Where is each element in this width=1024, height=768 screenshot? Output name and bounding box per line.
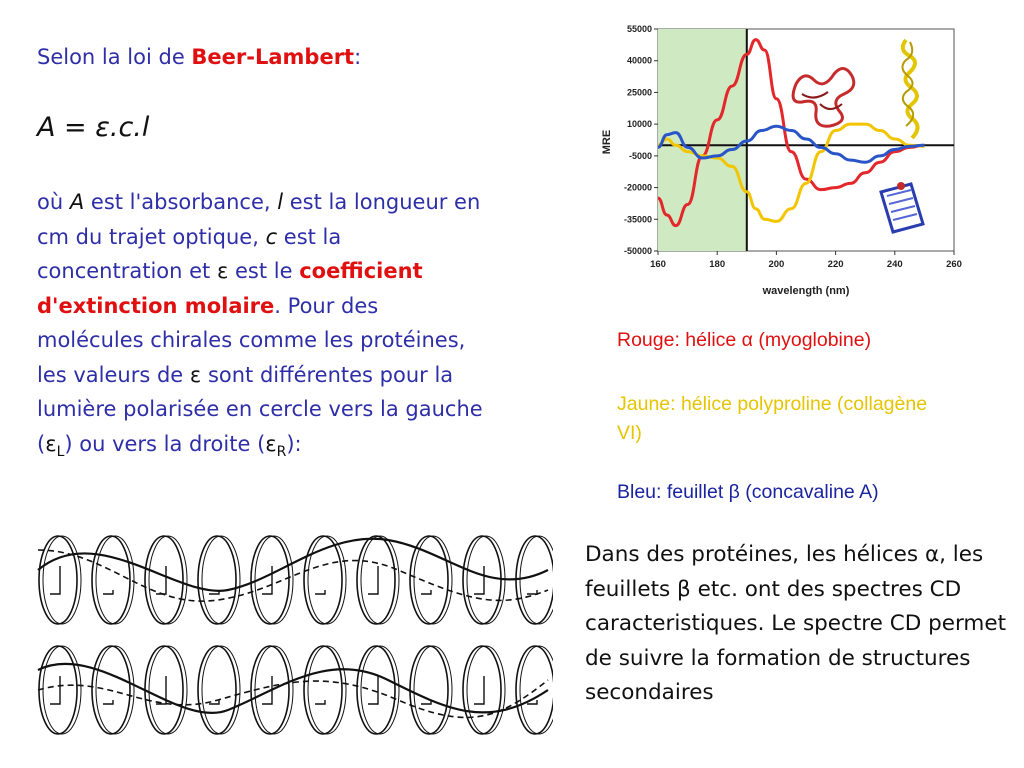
x-tick-label: 260: [946, 259, 962, 270]
polarizer-disc: [357, 646, 395, 734]
summary-text: etc. ont des spectres CD caracteristiques. Le spectre CD permet de suivre la formation de structures secondaires: [585, 576, 1007, 705]
para-text: où: [37, 190, 70, 214]
subscript-l: L: [56, 443, 65, 460]
polarizer-disc: [463, 646, 501, 734]
polarizer-disc: [357, 536, 395, 624]
caption-yellow-polyproline: Jaune: hélice polyproline (collagène VI): [617, 393, 928, 444]
y-tick-label: -35000: [623, 214, 652, 225]
polarizer-disc: [145, 646, 183, 734]
coefficient-term: coefficient d'extinction molaire: [37, 259, 423, 318]
polarization-discs: [39, 536, 553, 734]
summary-paragraph: [585, 538, 1015, 711]
x-tick-label: 160: [650, 259, 666, 270]
y-tick-label: 10000: [626, 119, 652, 130]
polarizer-disc: [92, 536, 130, 624]
para-text: ):: [286, 431, 302, 456]
para-text: est la longueur en cm du trajet optique,: [37, 190, 481, 249]
polarizer-disc: [463, 536, 501, 624]
para-text: sont différentes pour la lumière polarisée en cercle vers la gauche (: [37, 362, 483, 456]
polarizer-disc: [516, 536, 553, 624]
cd-spectrum-chart: [596, 22, 971, 304]
x-tick-label: 180: [709, 259, 726, 270]
epsilon-r: ε: [265, 431, 277, 456]
circular-polarization-diagram: [28, 530, 553, 740]
formula-epsilon: ε: [95, 112, 110, 143]
para-text: est le: [228, 259, 300, 283]
intro-line: [37, 45, 361, 69]
x-tick-label: 240: [886, 259, 903, 270]
y-tick-label: 40000: [626, 55, 652, 66]
var-a: A: [69, 190, 85, 214]
polarizer-disc: [304, 646, 342, 734]
x-tick-label: 200: [768, 259, 785, 270]
beer-lambert-formula: [37, 112, 149, 143]
var-l: l: [277, 190, 284, 214]
y-tick-label: -20000: [623, 182, 652, 193]
y-tick-label: 25000: [626, 87, 652, 98]
formula-rest: .c.l: [109, 112, 150, 143]
epsilon-symbol: ε: [216, 259, 229, 283]
epsilon-symbol: ε: [189, 362, 202, 387]
x-tick-label: 220: [827, 259, 844, 270]
subscript-r: R: [276, 443, 287, 460]
x-axis-label: wavelength (nm): [762, 285, 850, 297]
para-text: ) ou vers la droite (: [64, 431, 266, 456]
caption-red-alpha-helix: Rouge: hélice α (myoglobine): [617, 329, 872, 351]
caption-blue-beta-sheet: Bleu: feuillet β (concavaline A): [617, 481, 879, 503]
intro-suffix: :: [354, 45, 362, 69]
summary-text: Dans des protéines, les hélices: [585, 542, 925, 567]
y-axis-label: MRE: [601, 129, 613, 155]
polarizer-disc: [198, 536, 236, 624]
summary-text: , les feuillets: [585, 542, 984, 602]
alpha-symbol: α: [924, 542, 940, 567]
polarizer-disc: [198, 646, 236, 734]
polarizer-disc: [410, 536, 448, 624]
beer-lambert-label: Beer-Lambert: [191, 45, 355, 69]
y-tick-label: 55000: [626, 24, 652, 34]
para-text: est l'absorbance,: [84, 190, 278, 214]
para-text: . Pour des molécules chirales comme les protéines, les valeurs de: [37, 293, 466, 387]
polarizer-disc: [410, 646, 448, 734]
y-tick-label: -50000: [623, 246, 652, 256]
para-text: est la concentration et: [37, 224, 342, 283]
x-axis-ticks: [650, 251, 962, 270]
epsilon-l: ε: [45, 431, 57, 456]
y-tick-label: -5000: [628, 150, 652, 161]
formula-lhs: A =: [37, 112, 96, 143]
polarizer-disc: [39, 646, 77, 734]
intro-prefix: Selon la loi de: [37, 45, 192, 69]
beta-symbol: β: [677, 576, 691, 602]
polarizer-disc: [39, 536, 77, 624]
var-c: c: [265, 224, 278, 249]
explanation-paragraph: [37, 185, 487, 469]
y-axis-ticks: [624, 24, 658, 256]
